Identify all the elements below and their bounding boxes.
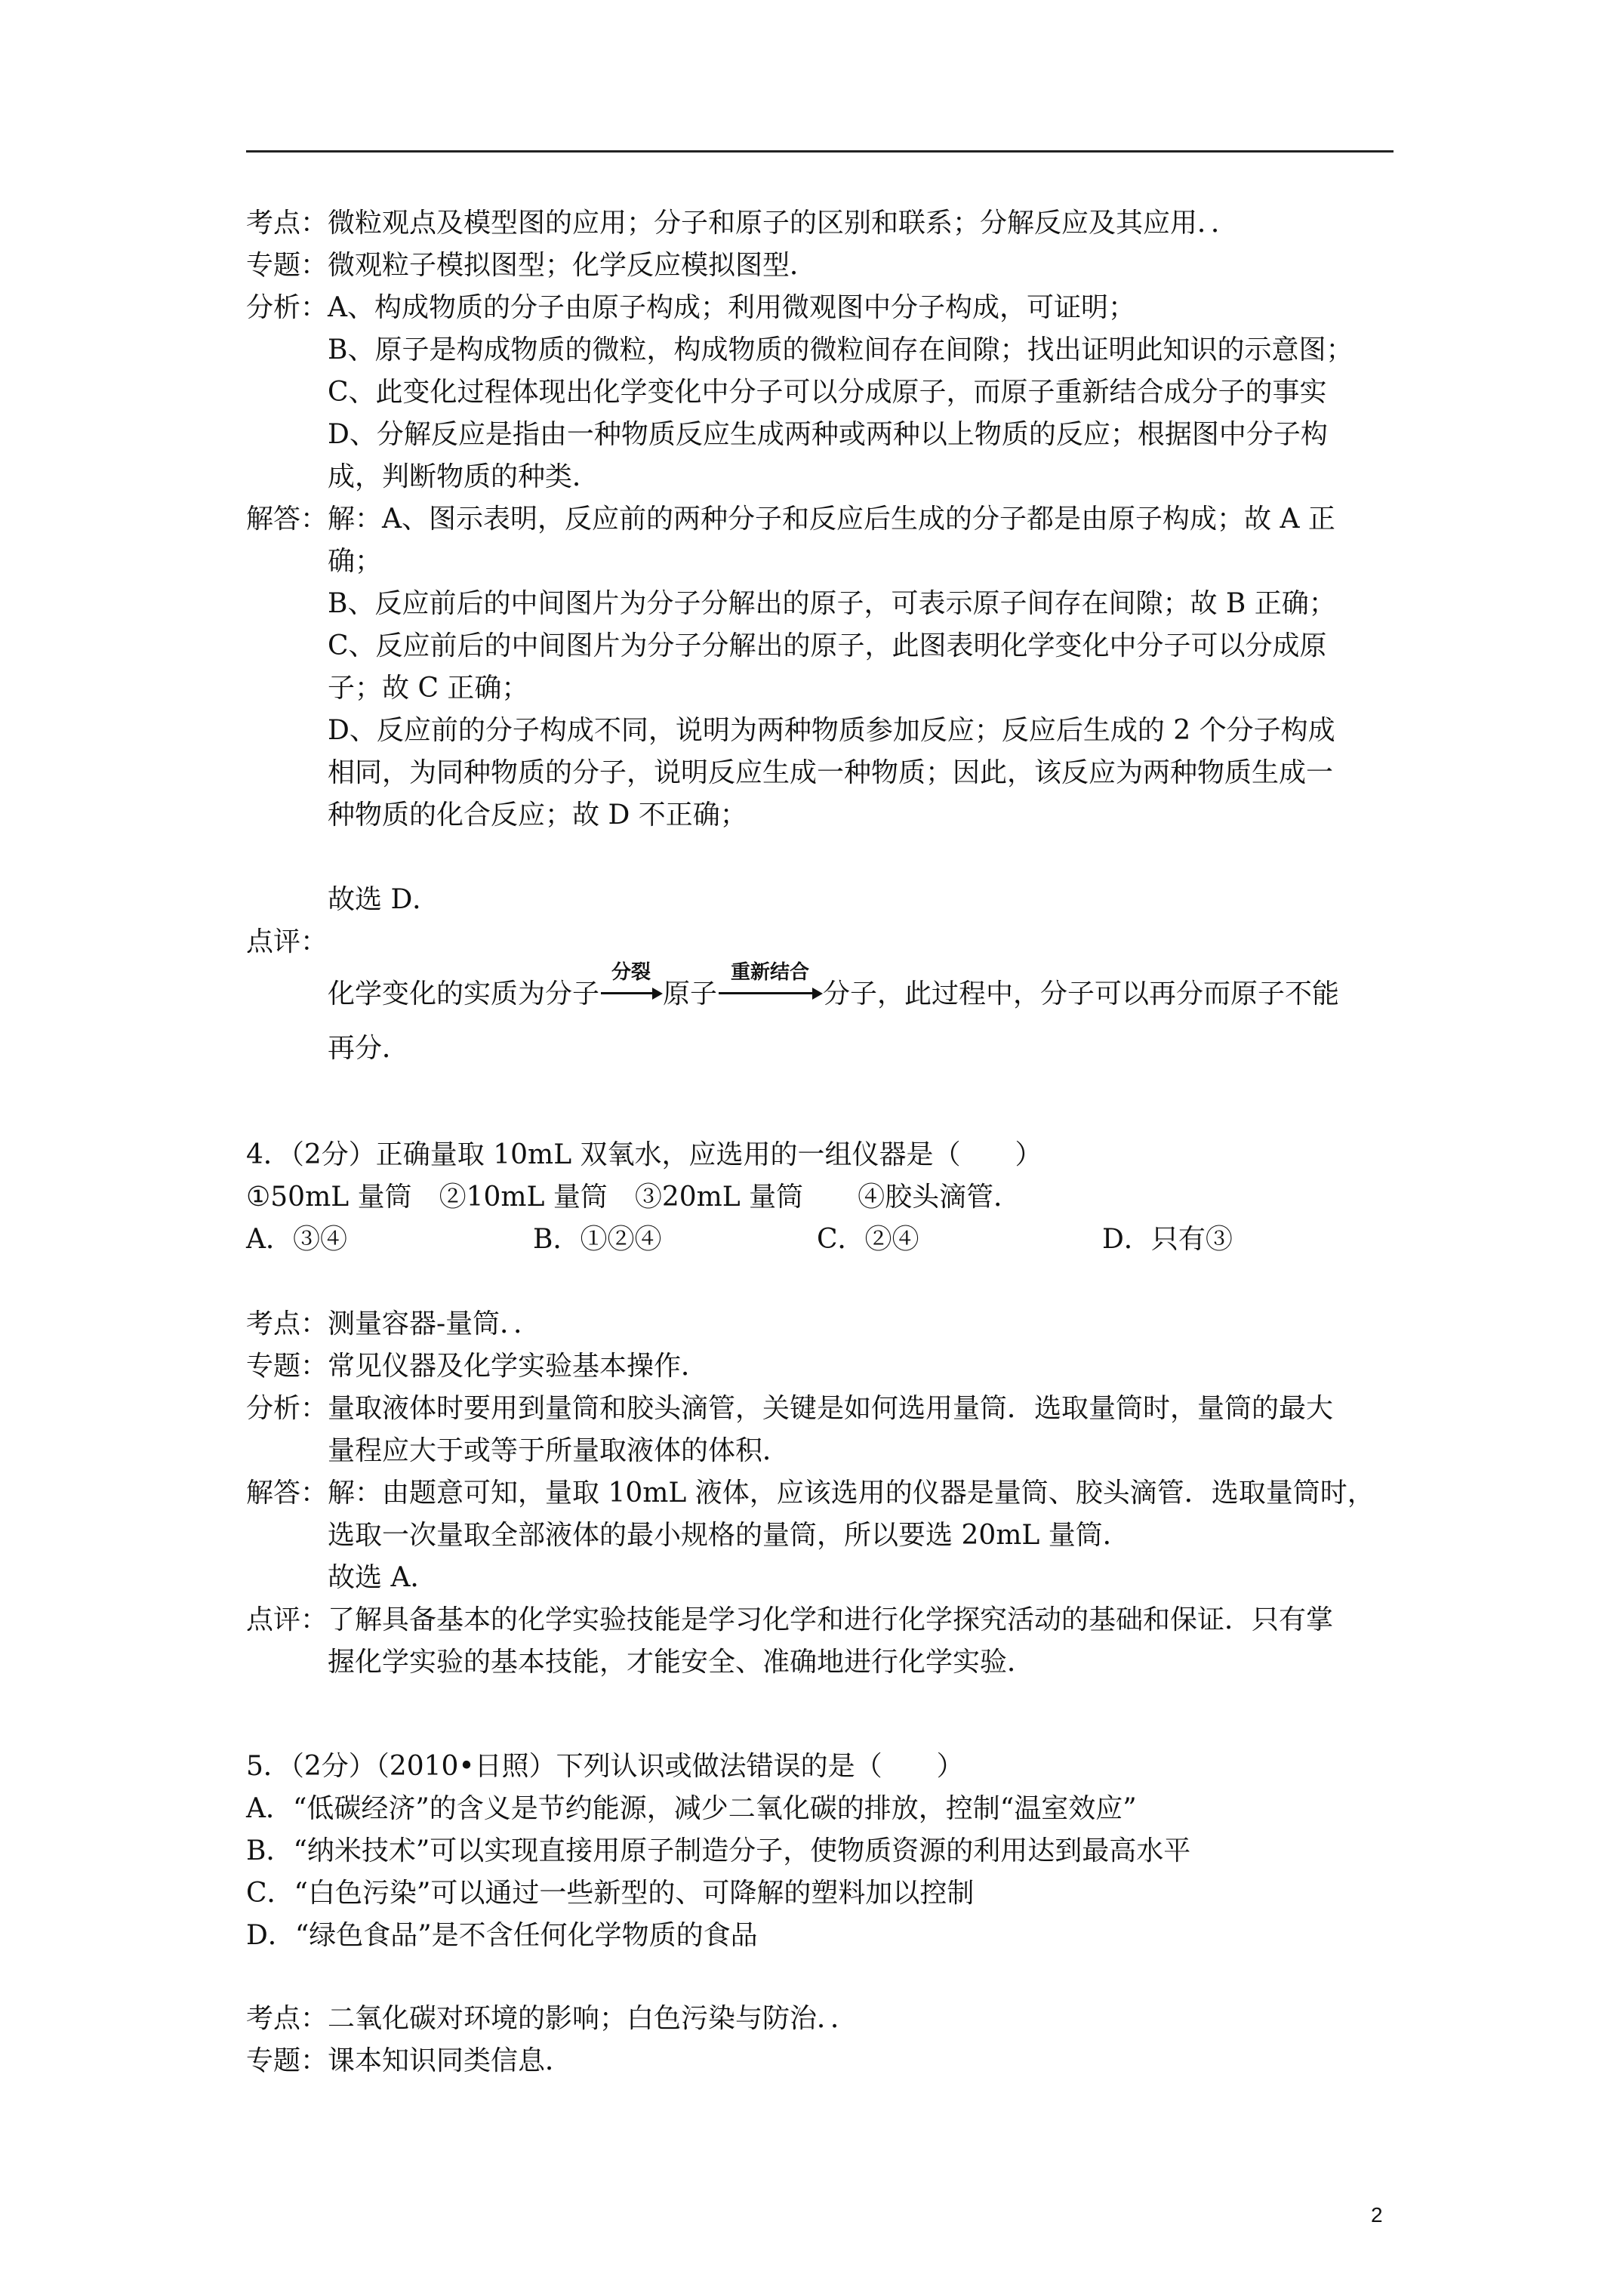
q3-jieda-line: 确；	[328, 546, 383, 577]
q4-items: ①50mL 量筒 ②10mL 量筒 ③20mL 量筒 ④胶头滴管．	[246, 1182, 1021, 1213]
arrow-label: 重新结合	[731, 961, 810, 984]
q3-fenxi-label: 分析：	[246, 292, 328, 323]
q4-fenxi-first: 分析：量取液体时要用到量筒和胶头滴管，关键是如何选用量筒．选取量筒时，量筒的最大	[246, 1393, 1334, 1424]
q3-fenxi-line: 成，判断物质的种类．	[328, 461, 600, 492]
q3-kaodian: 考点：微粒观点及模型图的应用；分子和原子的区别和联系；分解反应及其应用．．	[246, 208, 1239, 239]
q4-option-b: B．①②④	[533, 1224, 662, 1255]
q3-jieda-label: 解答：	[246, 504, 328, 535]
q3-answer: 故选 D．	[328, 884, 440, 915]
q5-option-c: C．“白色污染”可以通过一些新型的、可降解的塑料加以控制	[246, 1878, 975, 1909]
q3-jieda-line: 相同，为同种物质的分子，说明反应生成一种物质；因此，该反应为两种物质生成一	[328, 757, 1334, 788]
q3-dianping-label: 点评：	[246, 926, 328, 957]
q5-kaodian: 考点：二氧化碳对环境的影响；白色污染与防治．．	[246, 2003, 858, 2034]
q4-dianping-cont: 握化学实验的基本技能，才能安全、准确地进行化学实验．	[328, 1647, 1035, 1678]
q5-question: 5．（2分）（2010•日照）下列认识或做法错误的是（ ）	[246, 1751, 964, 1782]
q3-jieda-first: 解：A、图示表明，反应前的两种分子和反应后生成的分子都是由原子构成；故 A 正	[328, 504, 1335, 535]
dianping-text-c: 分子，此过程中，分子可以再分而原子不能	[823, 978, 1340, 1009]
dianping-text-b: 原子	[663, 978, 718, 1009]
q3-fenxi-line: A、构成物质的分子由原子构成；利用微观图中分子构成，可证明；	[328, 292, 1135, 323]
q5-option-a: A．“低碳经济”的含义是节约能源，减少二氧化碳的排放，控制“温室效应”	[246, 1793, 1137, 1824]
q3-zhuanti: 专题：微观粒子模拟图型；化学反应模拟图型．	[246, 250, 818, 281]
header-rule	[246, 150, 1394, 153]
q3-fenxi-line: B、原子是构成物质的微粒，构成物质的微粒间存在间隙；找出证明此知识的示意图；	[328, 334, 1354, 365]
q4-option-a: A．③④	[246, 1224, 347, 1255]
q3-dianping-equation	[328, 961, 1340, 1011]
q4-dianping-first: 点评：了解具备基本的化学实验技能是学习化学和进行化学探究活动的基础和保证．只有掌	[246, 1604, 1334, 1635]
q4-kaodian: 考点：测量容器-量筒．．	[246, 1308, 541, 1339]
arrow-label: 分裂	[611, 961, 651, 984]
q3-fenxi-line: D、分解反应是指由一种物质反应生成两种或两种以上物质的反应；根据图中分子构	[328, 419, 1328, 450]
q4-fenxi-cont: 量程应大于或等于所量取液体的体积．	[328, 1435, 790, 1466]
q3-jieda-line: B、反应前后的中间图片为分子分解出的原子，可表示原子间存在间隙；故 B 正确；	[328, 588, 1336, 619]
q3-jieda-line: D、反应前的分子构成不同，说明为两种物质参加反应；反应后生成的 2 个分子构成	[328, 715, 1335, 746]
q4-answer: 故选 A．	[328, 1562, 438, 1593]
reaction-arrow-icon	[599, 961, 663, 1004]
q5-option-b: B．“纳米技术”可以实现直接用原子制造分子，使物质资源的利用达到最高水平	[246, 1835, 1191, 1866]
q5-zhuanti: 专题：课本知识同类信息．	[246, 2045, 573, 2076]
reaction-arrow-icon	[717, 961, 823, 1004]
q4-jieda-line: 选取一次量取全部液体的最小规格的量筒，所以要选 20mL 量筒．	[328, 1520, 1130, 1551]
q3-dianping-end: 再分．	[328, 1033, 410, 1064]
dianping-text-a: 化学变化的实质为分子	[328, 978, 600, 1009]
q3-jieda-line: 子；故 C 正确；	[328, 673, 529, 704]
q4-zhuanti: 专题：常见仪器及化学实验基本操作．	[246, 1351, 709, 1382]
q5-option-d: D．“绿色食品”是不含任何化学物质的食品	[246, 1920, 758, 1951]
q4-question: 4．（2分）正确量取 10mL 双氧水，应选用的一组仪器是（ ）	[246, 1139, 1042, 1170]
q3-jieda-line: C、反应前后的中间图片为分子分解出的原子，此图表明化学变化中分子可以分成原	[328, 630, 1327, 661]
q3-fenxi-line: C、此变化过程体现出化学变化中分子可以分成原子，而原子重新结合成分子的事实	[328, 377, 1327, 408]
q4-jieda-first: 解答：解：由题意可知，量取 10mL 液体，应该选用的仪器是量筒、胶头滴管．选取量筒时，	[246, 1478, 1375, 1509]
q4-option-d: D．只有③	[1102, 1224, 1233, 1255]
page-number: 2	[1371, 2203, 1383, 2227]
q3-jieda-line: 种物质的化合反应；故 D 不正确；	[328, 800, 747, 831]
q4-option-c: C．②④	[817, 1224, 919, 1255]
